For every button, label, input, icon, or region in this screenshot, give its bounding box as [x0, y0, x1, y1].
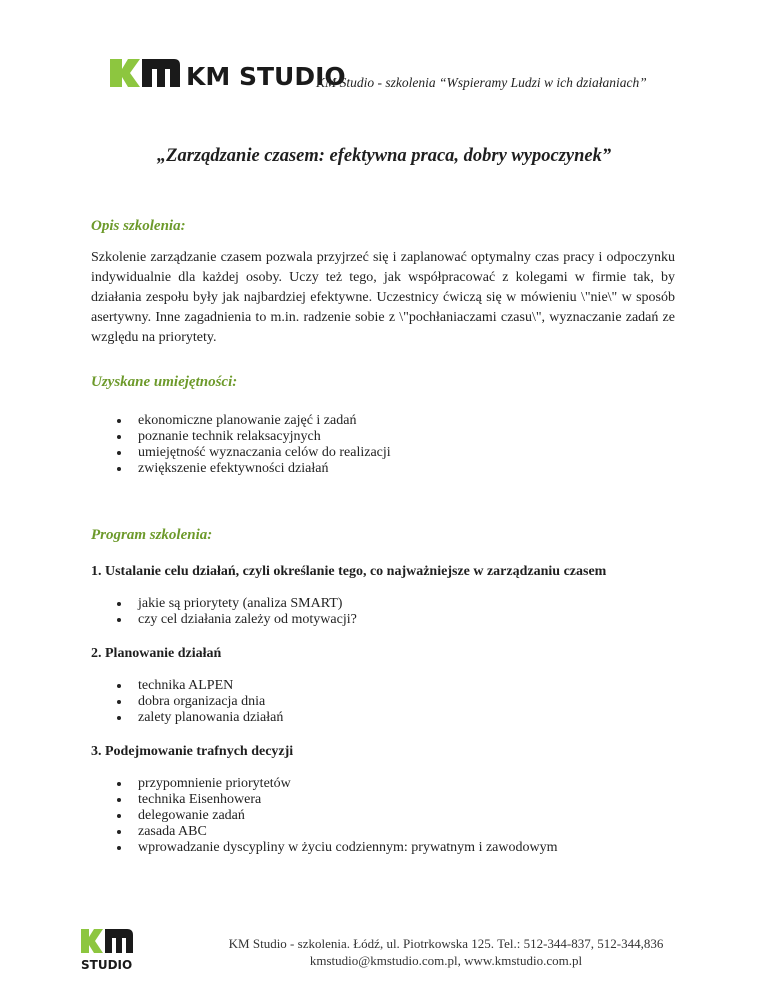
list-item: technika ALPEN [117, 678, 283, 694]
header-tagline: KM Studio - szkolenia “Wspieramy Ludzi w ich działaniach” [316, 75, 647, 90]
footer-km-logo [79, 925, 135, 973]
logo-wordmark: KM STUDIO [186, 62, 346, 91]
footer-links: kmstudio@kmstudio.com.pl, www.kmstudio.com.pl [309, 953, 583, 968]
list-item: technika Eisenhowera [117, 792, 558, 808]
section-heading-opis: Opis szkolenia: [91, 218, 186, 234]
list-item: jakie są priorytety (analiza SMART) [117, 596, 357, 612]
skills-list [117, 413, 391, 477]
footer-logo-wordmark: STUDIO [81, 958, 133, 972]
km-studio-logo [108, 55, 346, 91]
module-heading-2: 2. Planowanie działań [91, 646, 222, 661]
module-3-list [117, 776, 558, 856]
module-heading-1: 1. Ustalanie celu działań, czyli określanie tego, co najważniejsze w zarządzaniu czasem [91, 564, 607, 579]
list-item: dobra organizacja dnia [117, 694, 283, 710]
list-item: czy cel działania zależy od motywacji? [117, 612, 357, 628]
list-item: zwiększenie efektywności działań [117, 461, 391, 477]
header [108, 55, 708, 95]
list-item: poznanie technik relaksacyjnych [117, 429, 391, 445]
list-item: zasada ABC [117, 824, 558, 840]
footer-address: KM Studio - szkolenia. Łódź, ul. Piotrkowska 125. Tel.: 512-344-837, 512-344,836 [228, 936, 664, 951]
module-2-list [117, 678, 283, 726]
list-item: przypomnienie priorytetów [117, 776, 558, 792]
list-item: wprowadzanie dyscypliny w życiu codziennym: prywatnym i zawodowym [117, 840, 558, 856]
list-item: ekonomiczne planowanie zajęć i zadań [117, 413, 391, 429]
section-heading-skills: Uzyskane umiejętności: [91, 374, 238, 390]
list-item: zalety planowania działań [117, 710, 283, 726]
list-item: delegowanie zadań [117, 808, 558, 824]
training-description: Szkolenie zarządzanie czasem pozwala przyjrzeć się i zaplanować optymalny czas pracy i odpoczynku indywidualnie dla każdej osoby. Uczy też tego, jak współpracować z kolegami w firmie tak, by działania zespołu były jak najbardziej efektywne. Uczestnicy ćwiczą się w mówieniu \"nie\" w sposób asertywny. Inne zagadnienia to m.in. radzenie sobie z \"pochłaniaczami czasu\", wyznaczanie zadań ze względu na priorytety. [91, 250, 675, 345]
list-item: umiejętność wyznaczania celów do realizacji [117, 445, 391, 461]
document-title: „Zarządzanie czasem: efektywna praca, dobry wypoczynek” [156, 146, 612, 166]
module-heading-3: 3. Podejmowanie trafnych decyzji [91, 744, 294, 759]
module-1-list [117, 596, 357, 628]
section-heading-program: Program szkolenia: [91, 527, 213, 543]
footer-contact [196, 935, 696, 969]
